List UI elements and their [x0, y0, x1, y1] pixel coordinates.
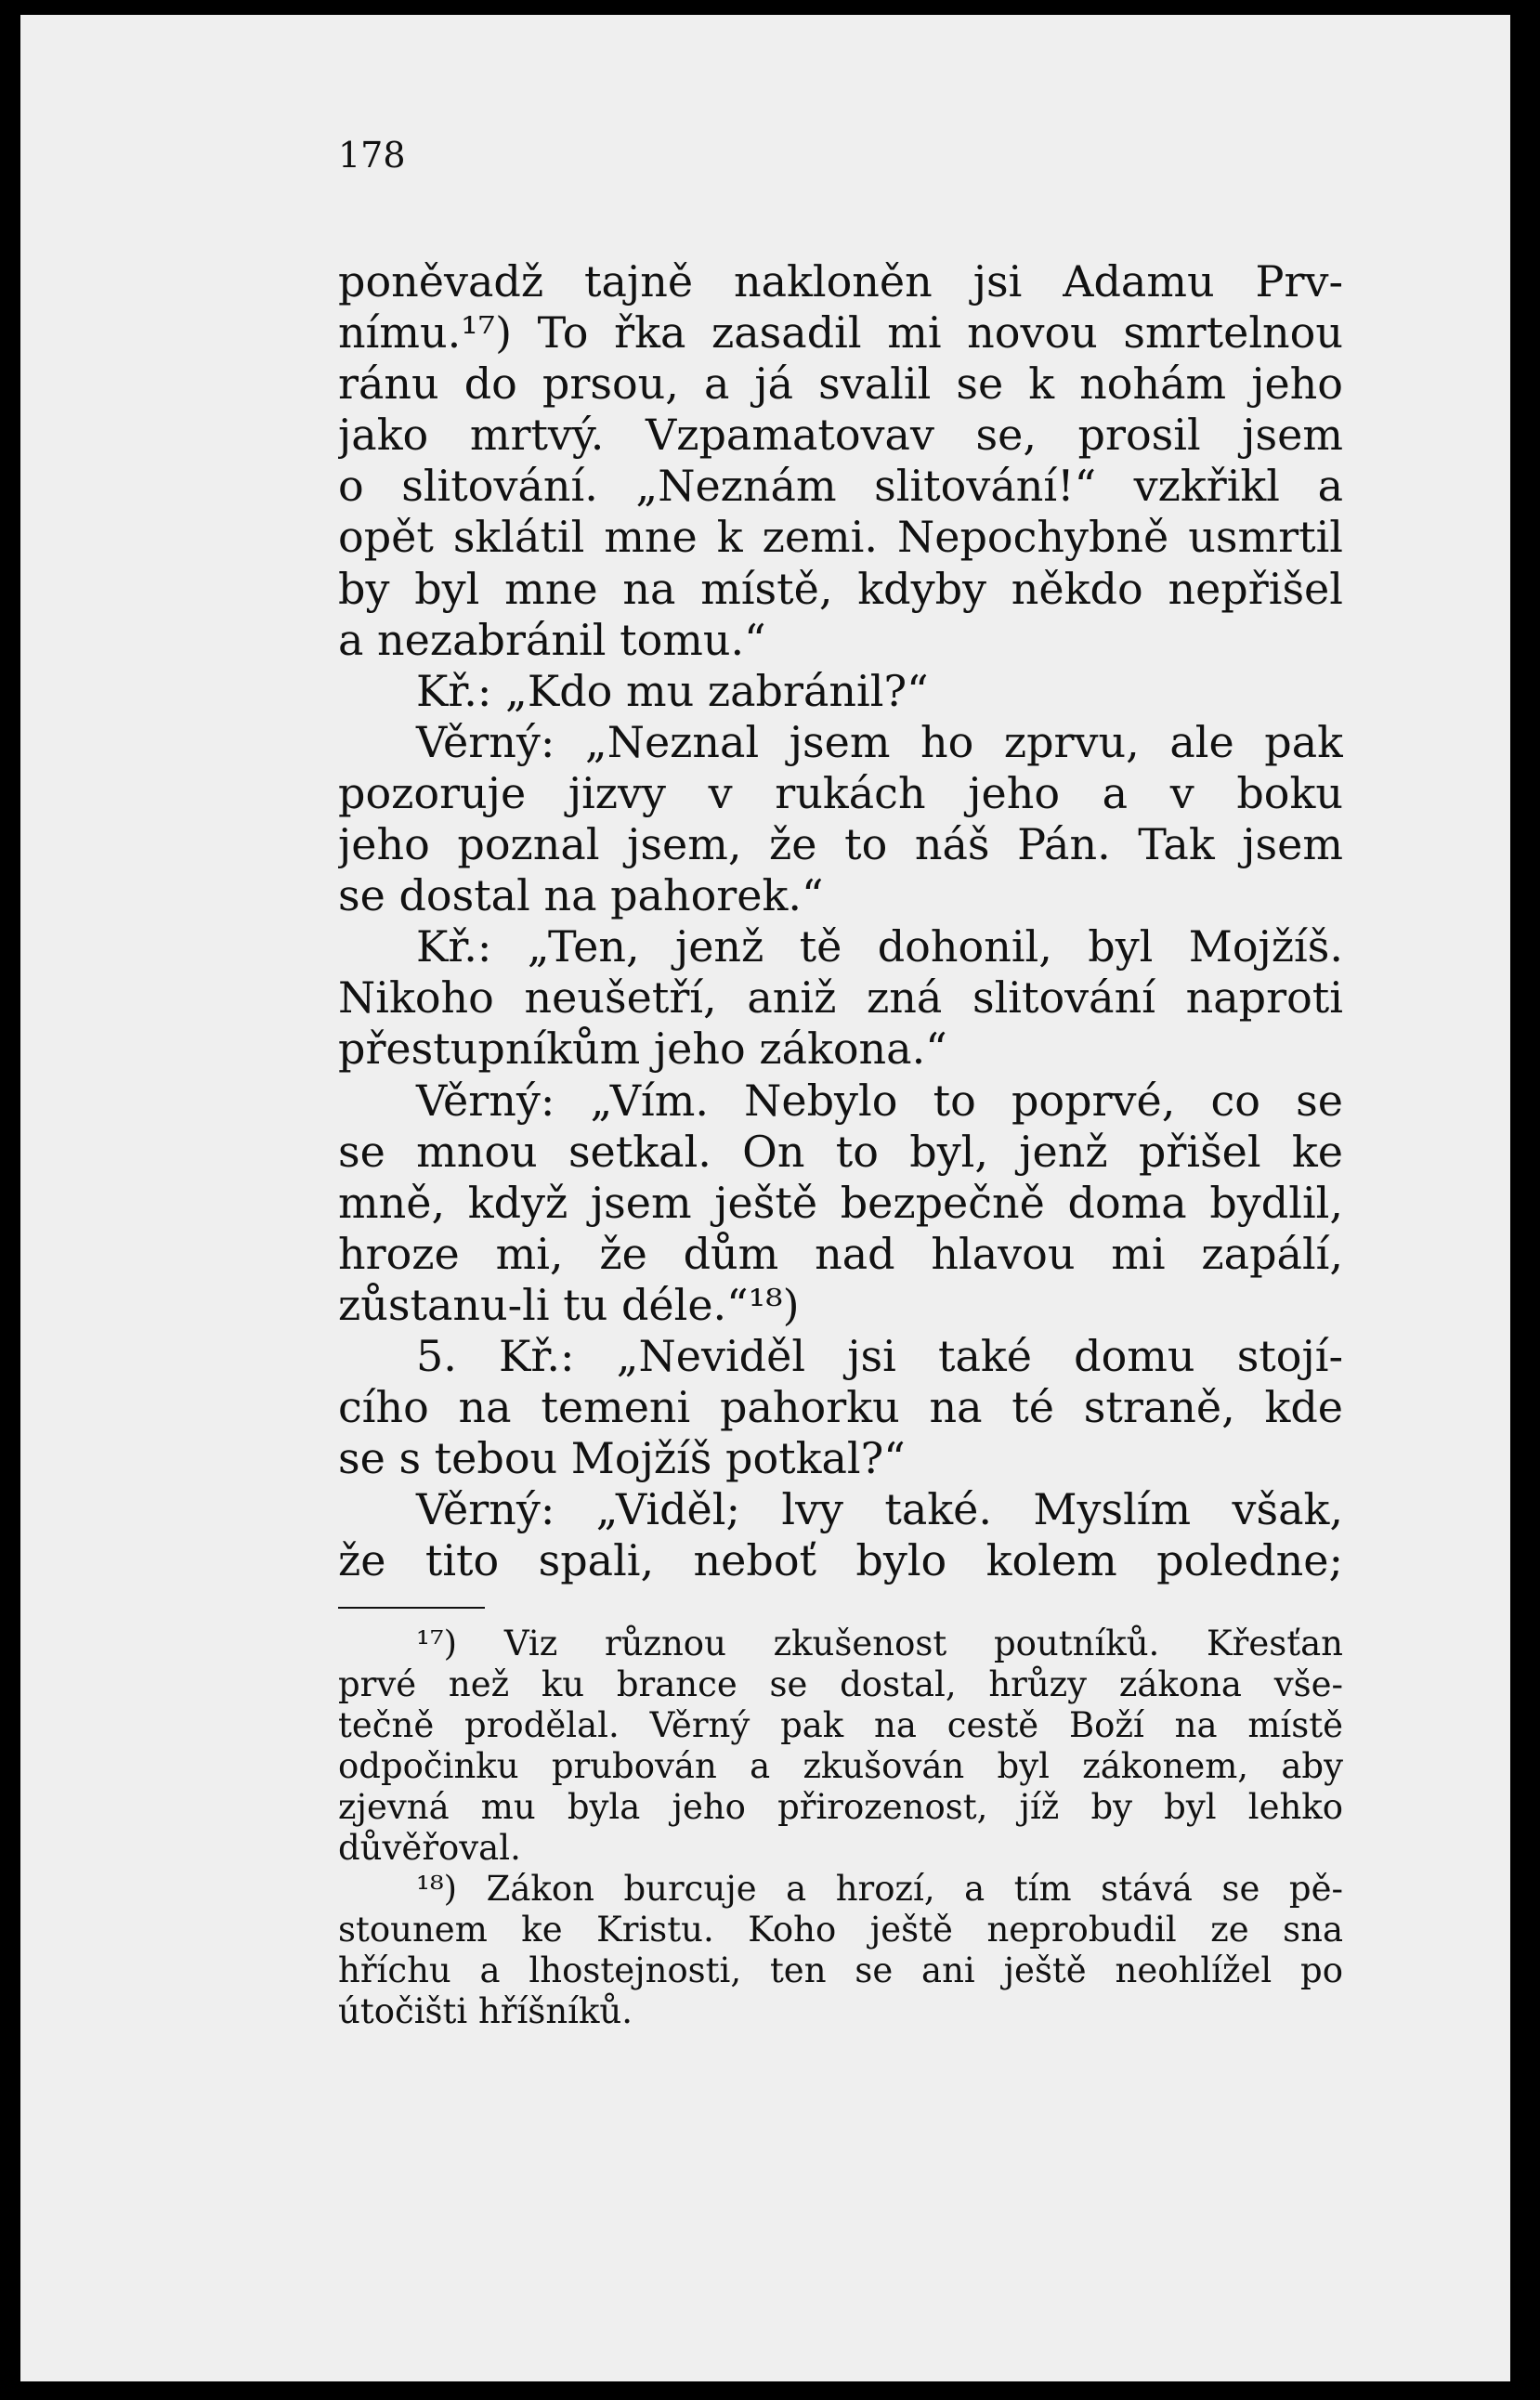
text-line: se mnou setkal. On to byl, jenž přišel ke	[338, 1126, 1343, 1177]
footnote-line: hříchu a lhostejnosti, ten se ani ještě neohlížel po	[338, 1950, 1343, 1991]
footnote-line: ¹⁸) Zákon burcuje a hrozí, a tím stává se pě-	[416, 1869, 1343, 1910]
text-line: jako mrtvý. Vzpamatovav se, prosil jsem	[338, 410, 1343, 461]
text-line: že tito spali, neboť bylo kolem poledne;	[338, 1535, 1343, 1586]
text-line: Věrný: „Viděl; lvy také. Myslím však,	[416, 1484, 1343, 1535]
text-line: 5. Kř.: „Neviděl jsi také domu stojí-	[416, 1330, 1343, 1381]
main-text	[338, 256, 1343, 1586]
text-line: Věrný: „Vím. Nebylo to poprvé, co se	[416, 1075, 1343, 1126]
text-line: Kř.: „Ten, jenž tě dohonil, byl Mojžíš.	[416, 921, 1343, 972]
footnote-line: odpočinku prubován a zkušován byl zákonem, aby	[338, 1746, 1343, 1787]
footnote-line: prvé než ku brance se dostal, hrůzy zákona vše-	[338, 1664, 1343, 1705]
text-line: cího na temeni pahorku na té straně, kde	[338, 1382, 1343, 1433]
text-line: Věrný: „Neznal jsem ho zprvu, ale pak	[416, 716, 1343, 767]
text-line: se dostal na pahorek.“	[338, 870, 824, 921]
footnote-line: útočišti hříšníků.	[338, 1991, 633, 2032]
text-line: nímu.¹⁷) To řka zasadil mi novou smrtelnou	[338, 307, 1343, 359]
footnote-line: ¹⁷) Viz různou zkušenost poutníků. Křesťan	[416, 1624, 1343, 1664]
page-content	[338, 132, 1343, 2032]
footnotes	[338, 1624, 1343, 2032]
text-line: Kř.: „Kdo mu zabránil?“	[416, 665, 929, 716]
text-line: se s tebou Mojžíš potkal?“	[338, 1433, 906, 1484]
text-line: poněvadž tajně nakloněn jsi Adamu Prv-	[338, 256, 1343, 307]
footnote-line: zjevná mu byla jeho přirozenost, jíž by byl lehko	[338, 1787, 1343, 1828]
footnote-line: stounem ke Kristu. Koho ještě neprobudil ze sna	[338, 1910, 1343, 1950]
footnote-line: důvěřoval.	[338, 1828, 521, 1869]
text-line: opět sklátil mne k zemi. Nepochybně usmrtil	[338, 512, 1343, 563]
text-line: ránu do prsou, a já svalil se k nohám jeho	[338, 359, 1343, 410]
text-line: o slitování. „Neznám slitování!“ vzkřikl a	[338, 461, 1343, 512]
text-line: pozoruje jizvy v rukách jeho a v boku	[338, 767, 1343, 818]
text-line: zůstanu-li tu déle.“¹⁸)	[338, 1279, 800, 1330]
text-line: a nezabránil tomu.“	[338, 614, 766, 665]
page-number: 178	[338, 135, 406, 176]
text-line: přestupníkům jeho zákona.“	[338, 1024, 947, 1075]
text-line: mně, když jsem ještě bezpečně doma bydlil,	[338, 1177, 1343, 1228]
footnote-divider	[338, 1607, 485, 1609]
footnote-line: tečně prodělal. Věrný pak na cestě Boží na místě	[338, 1705, 1343, 1746]
text-line: hroze mi, že dům nad hlavou mi zapálí,	[338, 1228, 1343, 1279]
text-line: Nikoho neušetří, aniž zná slitování naproti	[338, 972, 1343, 1024]
text-line: by byl mne na místě, kdyby někdo nepřišel	[338, 563, 1343, 614]
text-line: jeho poznal jsem, že to náš Pán. Tak jsem	[338, 819, 1343, 870]
